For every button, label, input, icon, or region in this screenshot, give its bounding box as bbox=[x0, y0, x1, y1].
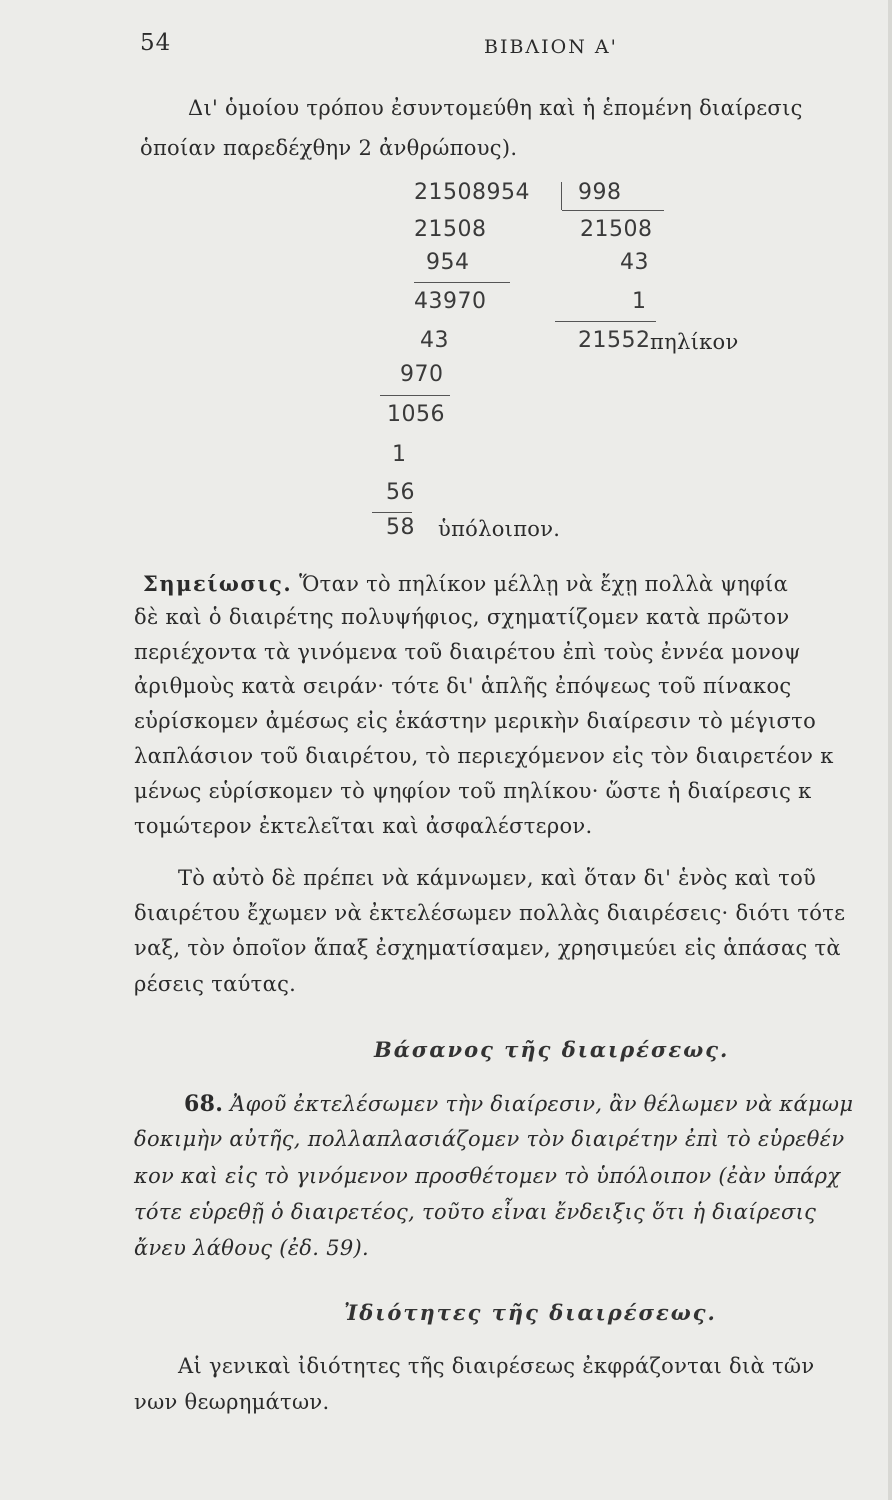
note-line-3: περιέχοντα τὰ γινόμενα τοῦ διαιρέτου ἐπὶ τοὺς ἐννέα μονοψ bbox=[134, 640, 801, 664]
s68-line-4: τότε εὑρεθῇ ὁ διαιρετέος, τοῦτο εἶναι ἔνδειξις ὅτι ἡ διαίρεσις bbox=[134, 1200, 817, 1224]
quotient-part-2: 43 bbox=[620, 250, 649, 275]
para2-line-3: ναξ, τὸν ὁποῖον ἅπαξ ἐσχηματίσαμεν, χρησιμεύει εἰς ἁπάσας τὰ bbox=[134, 936, 841, 960]
note-first-line bbox=[143, 571, 788, 596]
quotient-part-3: 1 bbox=[632, 289, 647, 314]
s68-line-2: δοκιμὴν αὐτῆς, πολλαπλασιάζομεν τὸν διαιρέτην ἐπὶ τὸ εὑρεθέν bbox=[134, 1127, 845, 1151]
para2-line-2: διαιρέτου ἔχωμεν νὰ ἐκτελέσωμεν πολλὰς διαιρέσεις· διότι τότε bbox=[134, 901, 846, 925]
section-heading-test: Βάσανος τῆς διαιρέσεως. bbox=[374, 1037, 730, 1062]
running-head: ΒΙΒΛΙΟΝ Α' bbox=[484, 36, 618, 58]
intro-line-1: Δι' ὁμοίου τρόπου ἐσυντομεύθη καὶ ἡ ἑπομένη διαίρεσις bbox=[188, 96, 803, 120]
note-line-8: τομώτερον ἐκτελεῖται καὶ ἀσφαλέστερον. bbox=[134, 814, 593, 838]
note-line-5: εὑρίσκομεν ἀμέσως εἰς ἑκάστην μερικὴν διαίρεσιν τὸ μέγιστο bbox=[134, 709, 817, 733]
s68-text-1: Ἀφοῦ ἐκτελέσωμεν τὴν διαίρεσιν, ἂν θέλωμεν νὰ κάμωμ bbox=[230, 1092, 854, 1116]
page-number: 54 bbox=[140, 30, 172, 56]
quotient-label: πηλίκον bbox=[650, 330, 739, 354]
intro-line-2: ὁποίαν παρεδέχθην 2 ἀνθρώπους). bbox=[140, 136, 518, 160]
para2-line-1: Τὸ αὐτὸ δὲ πρέπει νὰ κάμνωμεν, καὶ ὅταν δι' ἑνὸς καὶ τοῦ bbox=[178, 866, 817, 890]
divisor: 998 bbox=[578, 180, 622, 205]
note-line-4: ἀριθμοὺς κατὰ σειράν· τότε δι' ἁπλῆς ἐπόψεως τοῦ πίνακος bbox=[134, 674, 792, 698]
step-1: 21508 bbox=[414, 217, 487, 242]
note-line-6: λαπλάσιον τοῦ διαιρέτου, τὸ περιεχόμενον εἰς τὸν διαιρετέον κ bbox=[134, 744, 834, 768]
rule-2 bbox=[380, 395, 450, 396]
final-line-1: Αἱ γενικαὶ ἰδιότητες τῆς διαιρέσεως ἐκφράζονται διὰ τῶν bbox=[178, 1354, 815, 1378]
step-5: 970 bbox=[400, 362, 444, 387]
step-2: 954 bbox=[426, 250, 470, 275]
rule-3 bbox=[372, 512, 412, 513]
s68-line-3: κον καὶ εἰς τὸ γινόμενον προσθέτομεν τὸ ὑπόλοιπον (ἐὰν ὑπάρχ bbox=[134, 1164, 841, 1188]
s68-line-5: ἄνευ λάθους (ἐδ. 59). bbox=[134, 1236, 369, 1260]
quotient-part-1: 21508 bbox=[580, 217, 653, 242]
note-line-2: δὲ καὶ ὁ διαιρέτης πολυψήφιος, σχηματίζομεν κατὰ πρῶτον bbox=[134, 605, 790, 629]
step-4: 43 bbox=[420, 328, 449, 353]
remainder-label: ὑπόλοιπον. bbox=[438, 517, 561, 541]
note-line-7: μένως εὑρίσκομεν τὸ ψηφίον τοῦ πηλίκου· ὥστε ἡ διαίρεσις κ bbox=[134, 779, 812, 803]
section-heading-properties: Ἰδιότητες τῆς διαιρέσεως. bbox=[344, 1300, 717, 1325]
rule-1 bbox=[414, 282, 510, 283]
note-line-1: Ὅταν τὸ πηλίκον μέλλῃ νὰ ἔχῃ πολλὰ ψηφία bbox=[299, 572, 789, 596]
para2-line-4: ρέσεις ταύτας. bbox=[134, 972, 297, 996]
step-3: 43970 bbox=[414, 289, 487, 314]
divisor-rule bbox=[562, 210, 664, 211]
division-bar bbox=[561, 182, 562, 210]
remainder: 58 bbox=[386, 515, 415, 540]
quotient: 21552 bbox=[578, 328, 651, 353]
step-8: 56 bbox=[386, 480, 415, 505]
step-7: 1 bbox=[392, 442, 407, 467]
page-edge bbox=[888, 0, 892, 1500]
note-label: Σημείωσις. bbox=[143, 571, 293, 596]
dividend: 21508954 bbox=[414, 180, 530, 205]
step-6: 1056 bbox=[387, 402, 445, 427]
quotient-rule bbox=[555, 321, 656, 322]
s68-line-1 bbox=[184, 1091, 853, 1117]
final-line-2: νων θεωρημάτων. bbox=[134, 1390, 330, 1414]
section-number: 68. bbox=[184, 1091, 224, 1117]
